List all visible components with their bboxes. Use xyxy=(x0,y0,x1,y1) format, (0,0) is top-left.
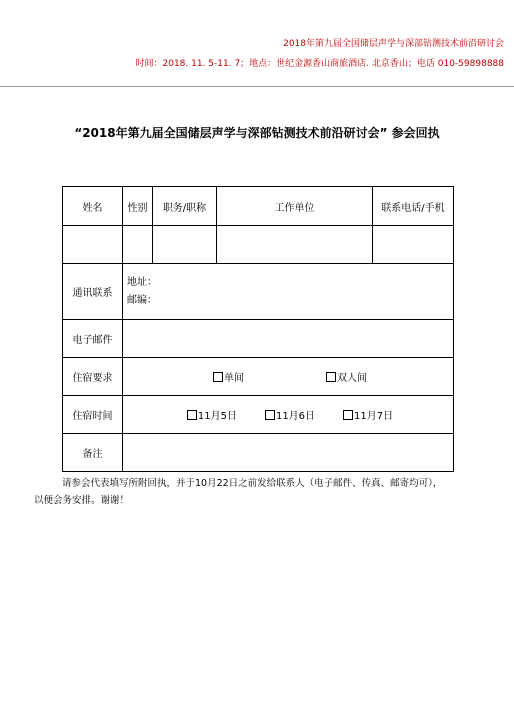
phone-input-cell[interactable] xyxy=(373,226,454,264)
remarks-input-cell[interactable] xyxy=(123,434,454,472)
name-input-cell[interactable] xyxy=(63,226,123,264)
work-unit-input-cell[interactable] xyxy=(217,226,373,264)
nov7-option[interactable] xyxy=(343,407,393,422)
remarks-label: 备注 xyxy=(63,434,123,472)
single-room-option[interactable] xyxy=(213,369,244,384)
stay-dates-options-cell xyxy=(123,396,454,434)
nov7-checkbox[interactable] xyxy=(343,410,353,420)
mailing-contact-label: 通讯联系 xyxy=(63,264,123,320)
single-room-label: 单间 xyxy=(224,373,244,384)
col-header-name: 姓名 xyxy=(63,187,123,226)
address-label: 地址： xyxy=(127,276,157,288)
email-label: 电子邮件 xyxy=(63,320,123,358)
nov5-checkbox[interactable] xyxy=(187,410,197,420)
col-header-gender: 性别 xyxy=(123,187,153,226)
remarks-row xyxy=(63,434,454,472)
double-room-label: 双人间 xyxy=(337,373,367,384)
table-header-row xyxy=(63,187,454,226)
form-title: “2018年第九届全国储层声学与深部钻测技术前沿研讨会” 参会回执 xyxy=(74,126,440,140)
attendee-entry-row xyxy=(63,226,454,264)
single-room-checkbox[interactable] xyxy=(213,372,223,382)
nov5-option[interactable] xyxy=(187,407,237,422)
header-time-location-phone: 时间：2018. 11. 5-11. 7；地点：世纪金源香山商旅酒店. 北京香山；电话 010-59898888 xyxy=(135,59,504,69)
nov7-label: 11月7日 xyxy=(354,411,394,422)
mailing-contact-row xyxy=(63,264,454,320)
title-input-cell[interactable] xyxy=(153,226,217,264)
double-room-option[interactable] xyxy=(326,369,367,384)
postcode-label: 邮编： xyxy=(127,294,157,306)
lodging-row xyxy=(63,358,454,396)
mailing-contact-input-cell[interactable] xyxy=(123,264,454,320)
col-header-work-unit: 工作单位 xyxy=(217,187,373,226)
email-row xyxy=(63,320,454,358)
nov6-checkbox[interactable] xyxy=(265,410,275,420)
nov6-option[interactable] xyxy=(265,407,315,422)
col-header-title: 职务/职称 xyxy=(153,187,217,226)
page-header xyxy=(0,0,514,87)
submission-note xyxy=(34,475,474,509)
header-conference-name: 2018年第九届全国储层声学与深部钻测技术前沿研讨会 xyxy=(283,39,504,49)
nov6-label: 11月6日 xyxy=(275,411,316,422)
note-line-2: 以便会务安排。谢谢！ xyxy=(34,495,130,506)
stay-dates-label: 住宿时间 xyxy=(63,396,123,434)
col-header-phone: 联系电话/手机 xyxy=(373,187,454,226)
registration-form-table xyxy=(62,186,454,472)
stay-dates-row xyxy=(63,396,454,434)
lodging-options-cell xyxy=(123,358,454,396)
gender-input-cell[interactable] xyxy=(123,226,153,264)
nov5-label: 11月5日 xyxy=(197,411,237,422)
email-input-cell[interactable] xyxy=(123,320,454,358)
note-line-1: 请参会代表填写所附回执，并于10月22日之前发给联系人（电子邮件、传真、邮寄均可）， xyxy=(62,478,443,489)
lodging-label: 住宿要求 xyxy=(63,358,123,396)
double-room-checkbox[interactable] xyxy=(326,372,336,382)
